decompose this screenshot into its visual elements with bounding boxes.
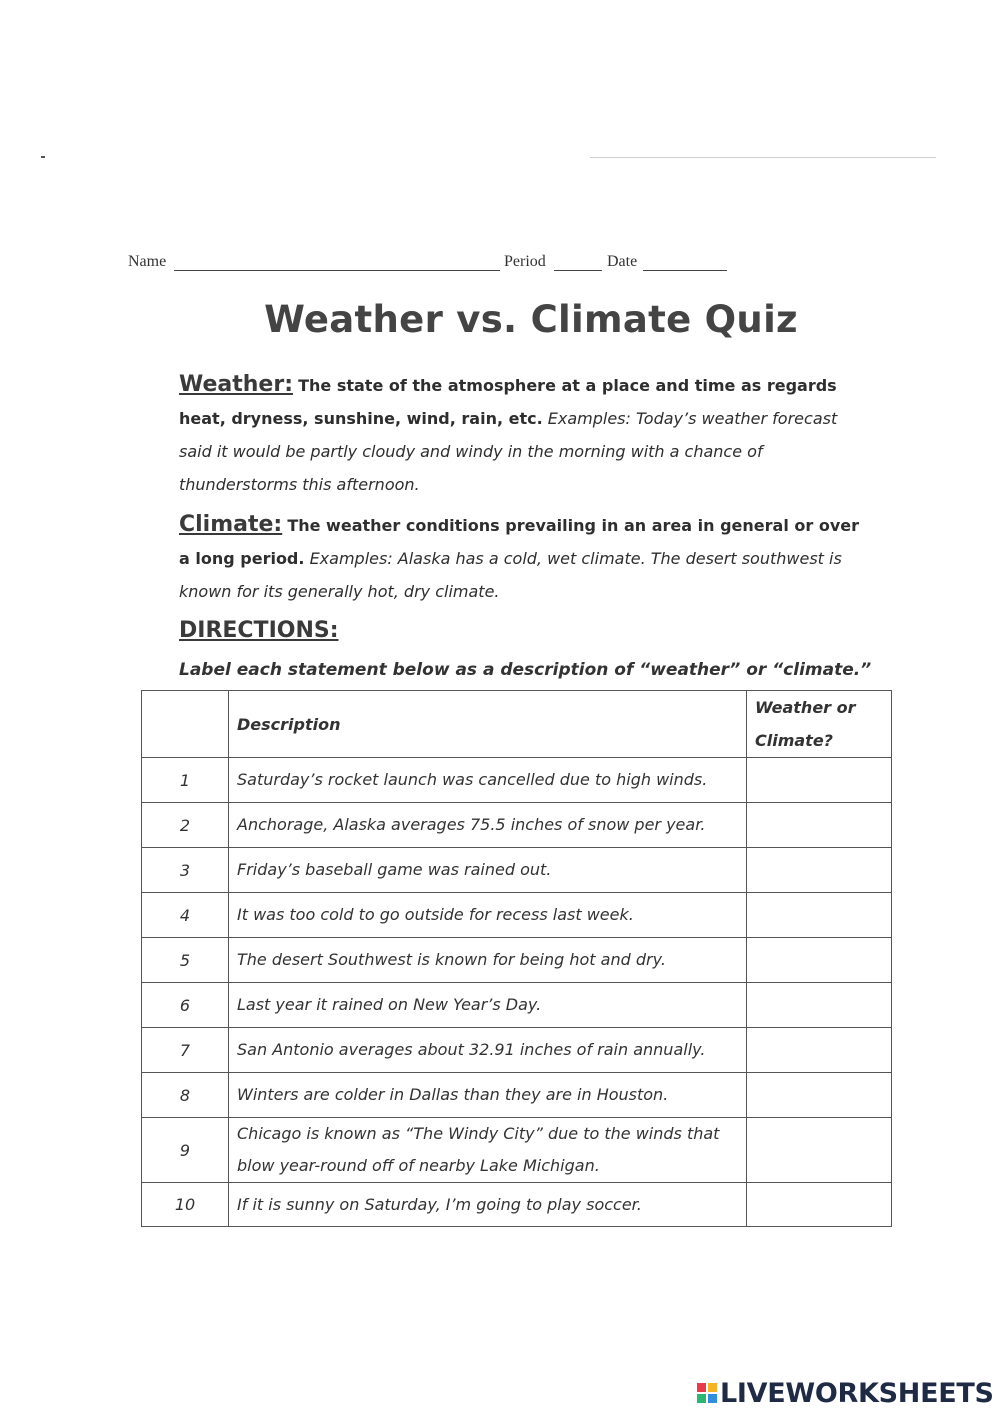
row-description: Anchorage, Alaska averages 75.5 inches of snow per year.	[229, 803, 747, 848]
date-label: Date	[607, 253, 638, 270]
scan-rule-line	[590, 157, 936, 158]
row-number: 8	[142, 1073, 229, 1118]
row-number: 3	[142, 848, 229, 893]
scan-speck	[41, 156, 45, 158]
row-number: 2	[142, 803, 229, 848]
period-blank[interactable]	[554, 270, 602, 271]
row-description: San Antonio averages about 32.91 inches of rain annually.	[229, 1028, 747, 1073]
row-description: Friday’s baseball game was rained out.	[229, 848, 747, 893]
row-description: It was too cold to go outside for recess last week.	[229, 893, 747, 938]
answer-cell[interactable]	[747, 1183, 892, 1227]
column-header-number	[142, 691, 229, 758]
row-number: 7	[142, 1028, 229, 1073]
directions-instruction: Label each statement below as a description of “weather” or “climate.”	[179, 660, 872, 680]
answer-cell[interactable]	[747, 938, 892, 983]
row-number: 6	[142, 983, 229, 1028]
table-row	[142, 848, 892, 893]
weather-definition	[179, 368, 874, 501]
row-description: If it is sunny on Saturday, I’m going to play soccer.	[229, 1183, 747, 1227]
row-number: 1	[142, 758, 229, 803]
logo-square-green	[697, 1394, 706, 1403]
column-header-answer: Weather or Climate?	[747, 691, 892, 758]
climate-definition	[179, 508, 874, 608]
liveworksheets-logo-icon	[697, 1383, 717, 1403]
answer-cell[interactable]	[747, 803, 892, 848]
table-row	[142, 758, 892, 803]
name-blank[interactable]	[174, 270, 500, 271]
table-row	[142, 983, 892, 1028]
table-row	[142, 938, 892, 983]
page-title: Weather vs. Climate Quiz	[264, 298, 798, 341]
answer-cell[interactable]	[747, 893, 892, 938]
row-number: 4	[142, 893, 229, 938]
date-blank[interactable]	[643, 270, 727, 271]
climate-example: Examples: Alaska has a cold, wet climate. The desert southwest is known for its generally hot, dry climate.	[179, 549, 842, 601]
weather-term: Weather:	[179, 372, 293, 397]
column-header-description: Description	[229, 691, 747, 758]
answer-cell[interactable]	[747, 983, 892, 1028]
row-description: Chicago is known as “The Windy City” due to the winds that blow year-round off of nearby Lake Michigan.	[229, 1118, 747, 1183]
answer-cell[interactable]	[747, 848, 892, 893]
period-label: Period	[504, 253, 546, 270]
answer-cell[interactable]	[747, 1118, 892, 1183]
weather-meaning: The state of the atmosphere at a place and time as regards heat, dryness, sunshine, wind, rain, etc.	[179, 376, 837, 428]
weather-example: Examples: Today’s weather forecast said it would be partly cloudy and windy in the morning with a chance of thunderstorms this afternoon.	[179, 409, 838, 494]
logo-square-yellow	[708, 1383, 717, 1392]
climate-term: Climate:	[179, 512, 283, 537]
table-row	[142, 1118, 892, 1183]
climate-meaning: The weather conditions prevailing in an area in general or over a long period.	[179, 516, 859, 568]
logo-square-blue	[708, 1394, 717, 1403]
table-row	[142, 1183, 892, 1227]
logo-square-red	[697, 1383, 706, 1392]
row-description: Saturday’s rocket launch was cancelled due to high winds.	[229, 758, 747, 803]
table-row	[142, 1028, 892, 1073]
row-description: The desert Southwest is known for being hot and dry.	[229, 938, 747, 983]
table-row	[142, 893, 892, 938]
row-number: 5	[142, 938, 229, 983]
quiz-table	[141, 690, 892, 1227]
student-info-line	[128, 250, 748, 276]
table-header-row	[142, 691, 892, 758]
answer-cell[interactable]	[747, 1028, 892, 1073]
row-description: Winters are colder in Dallas than they are in Houston.	[229, 1073, 747, 1118]
directions-heading: DIRECTIONS:	[179, 618, 339, 643]
answer-cell[interactable]	[747, 1073, 892, 1118]
watermark-text: LIVEWORKSHEETS	[720, 1377, 994, 1409]
row-number: 9	[142, 1118, 229, 1183]
answer-cell[interactable]	[747, 758, 892, 803]
table-row	[142, 803, 892, 848]
row-description: Last year it rained on New Year’s Day.	[229, 983, 747, 1028]
table-row	[142, 1073, 892, 1118]
name-label: Name	[128, 253, 167, 270]
row-number: 10	[142, 1183, 229, 1227]
liveworksheets-watermark	[697, 1377, 994, 1409]
